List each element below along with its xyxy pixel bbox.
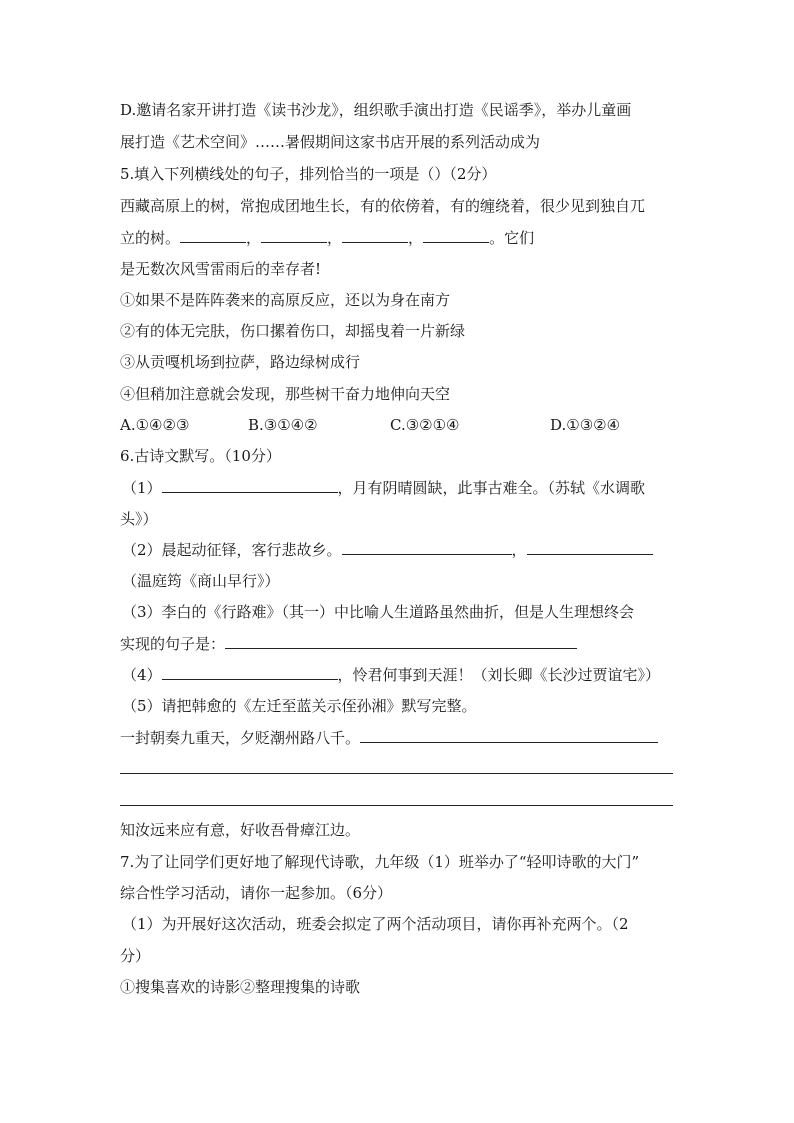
question-7-1-items: ①搜集喜欢的诗影②整理搜集的诗歌	[120, 978, 361, 996]
question-6-3-a: （3）李白的《行路难》（其一）中比喻人生道路虽然曲折，但是人生理想终会	[122, 603, 635, 621]
passage-text: 立的树。	[120, 229, 181, 247]
fill-blank[interactable]	[225, 634, 577, 649]
option-d[interactable]: D.①③②④	[550, 416, 621, 434]
option-c[interactable]: C.③②①④	[390, 416, 460, 434]
item-text: （2）晨起动征铎，客行悲故乡。	[122, 541, 342, 559]
sentence-1: ①如果不是阵阵袭来的高原反应，还以为身在南方	[120, 291, 451, 309]
separator: ，	[327, 229, 343, 247]
item-number: （4）	[122, 666, 162, 684]
sentence-3: ③从贡嘎机场到拉萨，路边绿树成行	[120, 353, 361, 371]
separator: ，	[246, 229, 262, 247]
fill-blank[interactable]	[162, 665, 338, 680]
fill-blank[interactable]	[527, 540, 653, 555]
question-5-title: 5.填入下列横线处的句子，排列恰当的一项是（）（2分）	[120, 165, 497, 183]
separator: ，	[408, 229, 424, 247]
answer-options	[120, 415, 680, 435]
sentence-4: ④但稍加注意就会发现，那些树干奋力地伸向天空	[120, 385, 451, 403]
question-6-2	[122, 540, 653, 560]
item-number: （1）	[122, 479, 162, 497]
passage-text: 。它们	[489, 229, 535, 247]
option-d-line-2: 展打造《艺术空间》……暑假期间这家书店开展的系列活动成为	[120, 133, 541, 151]
fill-blank-1[interactable]	[180, 228, 246, 243]
question-6-4	[122, 665, 660, 685]
question-5-passage-3: 是无数次风雪雷雨后的幸存者!	[120, 260, 322, 278]
option-a[interactable]: A.①④②③	[120, 416, 190, 434]
fill-blank-4[interactable]	[423, 228, 489, 243]
fill-blank[interactable]	[162, 478, 338, 493]
fill-blank-2[interactable]	[261, 228, 327, 243]
poem-last-line: 知汝远来应有意，好收吾骨瘴江边。	[120, 821, 361, 839]
poem-text: 一封朝奏九重天，夕贬潮州路八千。	[120, 729, 361, 747]
item-text: ，怜君何事到天涯！（刘长卿《长沙过贾谊宅》）	[337, 666, 661, 684]
option-d-line-1: D.邀请名家开讲打造《读书沙龙》，组织歌手演出打造《民谣季》，举办儿童画	[120, 101, 632, 119]
question-7-title: 7.为了让同学们更好地了解现代诗歌，九年级（1）班举办了“轻叩诗歌的大门”	[120, 853, 640, 871]
separator: ，	[511, 541, 527, 559]
fill-blank[interactable]	[360, 728, 658, 743]
question-5-passage-1: 西藏高原上的树，常抱成团地生长，有的依傍着，有的缠绕着，很少见到独自兀	[120, 197, 646, 215]
question-6-5: （5）请把韩愈的《左迁至蓝关示侄孙湘》默写完整。	[122, 697, 477, 715]
fill-blank[interactable]	[342, 540, 512, 555]
question-6-1-cont: 头》）	[120, 510, 158, 528]
question-5-passage-2	[120, 228, 534, 248]
item-text: ，月有阴晴圆缺，此事古难全。（苏轼《水调歌	[337, 479, 646, 497]
question-6-title: 6.古诗文默写。（10分）	[120, 447, 281, 465]
question-7-title-cont: 综合性学习活动，请你一起参加。（6分）	[120, 884, 393, 902]
answer-rule-2[interactable]	[120, 805, 673, 806]
question-7-1-b: 分）	[120, 947, 151, 965]
question-6-1	[122, 478, 645, 498]
sentence-2: ②有的体无完肤，伤口摞着伤口，却摇曳着一片新绿	[120, 322, 466, 340]
option-b[interactable]: B.③①④②	[248, 416, 318, 434]
question-7-1-a: （1）为开展好这次活动，班委会拟定了两个活动项目，请你再补充两个。（2	[122, 915, 629, 933]
item-text: 实现的句子是：	[120, 635, 226, 653]
question-6-3-b	[120, 634, 577, 654]
poem-first-line	[120, 728, 658, 748]
fill-blank-3[interactable]	[342, 228, 408, 243]
question-6-2-cont: （温庭筠《商山早行》）	[122, 572, 280, 590]
answer-rule-1[interactable]	[120, 773, 673, 774]
